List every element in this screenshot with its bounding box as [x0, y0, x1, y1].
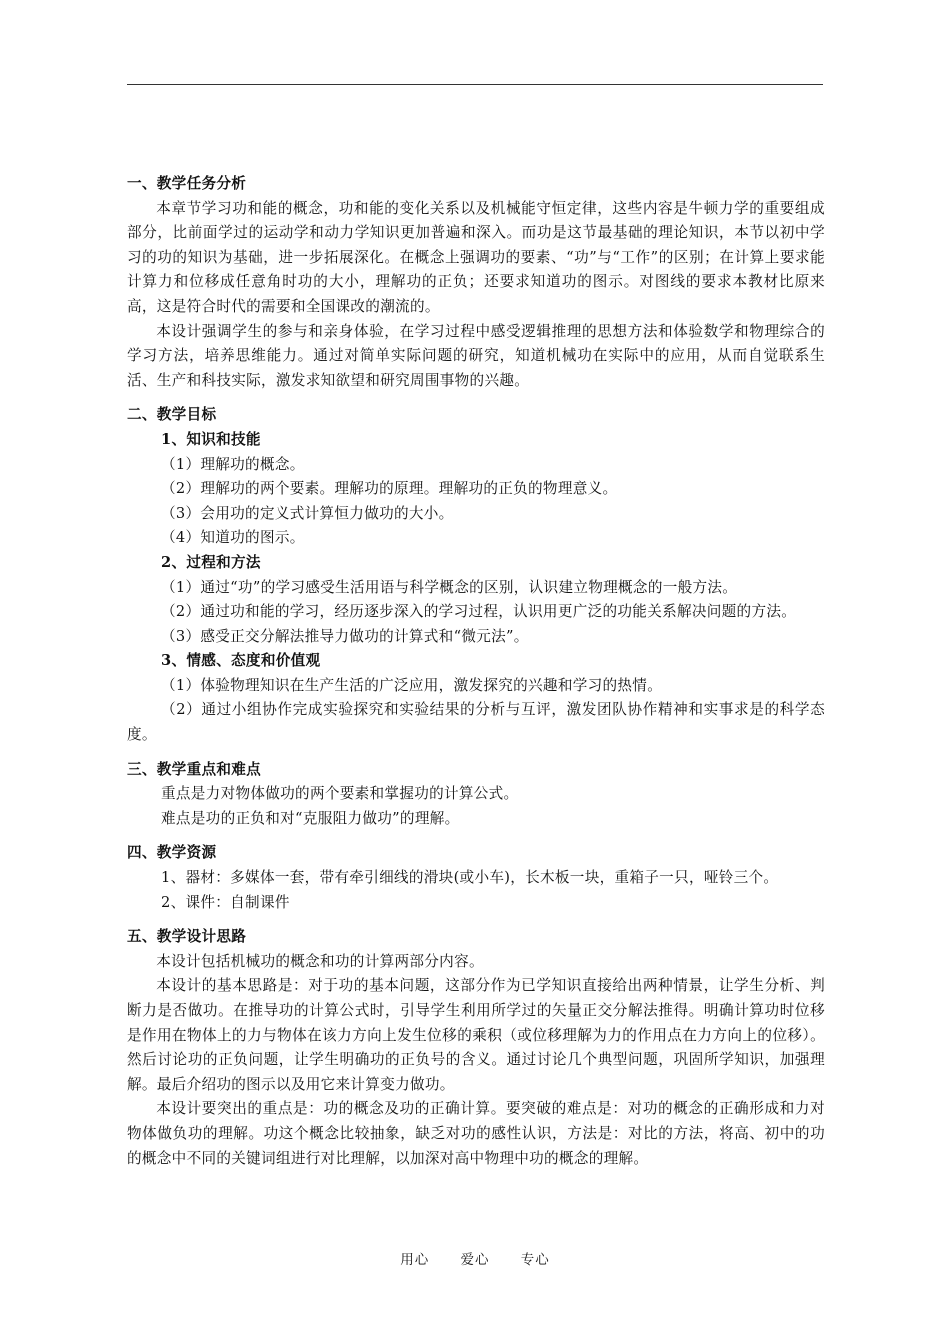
section-design-ideas [127, 925, 825, 1171]
list-item: （2）理解功的两个要素。理解功的原理。理解功的正负的物理意义。 [161, 480, 618, 498]
list-item: （2）通过功和能的学习，经历逐步深入的学习过程，认识用更广泛的功能关系解决问题的方法。 [161, 603, 797, 621]
subsection-heading: 3、情感、态度和价值观 [161, 652, 321, 670]
section-heading: 三、教学重点和难点 [127, 760, 262, 778]
page-footer [0, 1248, 950, 1268]
list-item: （1）体验物理知识在生产生活的广泛应用，激发探究的兴趣和学习的热情。 [161, 676, 663, 694]
header-rule [127, 84, 823, 85]
document-body [127, 172, 825, 1181]
paragraph: 本设计包括机械功的概念和功的计算两部分内容。 [156, 952, 484, 970]
text-line: 1、器材：多媒体一套，带有牵引细线的滑块(或小车)，长木板一块，重箱子一只，哑铃三个。 [161, 869, 779, 887]
text-line: 2、课件：自制课件 [161, 893, 290, 911]
section-heading: 一、教学任务分析 [127, 175, 247, 192]
list-item: （1）通过“功”的学习感受生活用语与科学概念的区别，认识建立物理概念的一般方法。 [161, 578, 738, 596]
list-item: （1）理解功的概念。 [161, 455, 305, 473]
section-heading: 四、教学资源 [127, 844, 217, 862]
list-item: （3）感受正交分解法推导力做功的计算式和“微元法”。 [161, 627, 529, 645]
paragraph: 本章节学习功和能的概念，功和能的变化关系以及机械能守恒定律，这些内容是牛顿力学的重要组成部分，比前面学过的运动学和动力学知识更加普遍和深入。而功是这节最基础的理论知识，本节以初中学习的功的知识为基础，进一步拓展深化。在概念上强调功的要素、“功”与“工作”的区别；在计算上要求能计算力和位移成任意角时功的大小，理解功的正负；还要求知道功的图示。对图线的要求本教材比原来高，这是符合时代的需要和全国课改的潮流的。 [127, 199, 825, 315]
section-task-analysis [127, 172, 825, 393]
list-item: （3）会用功的定义式计算恒力做功的大小。 [161, 504, 454, 522]
subsection-heading: 2、过程和方法 [161, 553, 261, 571]
paragraph: 本设计强调学生的参与和亲身体验，在学习过程中感受逻辑推理的思想方法和体验数学和物理综合的学习方法，培养思维能力。通过对简单实际问题的研究，知道机械功在实际中的应用，从而自觉联系生活、生产和科技实际，激发求知欲望和研究周围事物的兴趣。 [127, 322, 825, 389]
section-key-points [127, 758, 825, 832]
text-line: 重点是力对物体做功的两个要素和掌握功的计算公式。 [161, 785, 519, 803]
list-item: （4）知道功的图示。 [161, 529, 305, 547]
footer-word: 专心 [520, 1252, 550, 1268]
paragraph: 本设计的基本思路是：对于功的基本问题，这部分作为已学知识直接给出两种情景，让学生分析、判断力是否做功。在推导功的计算公式时，引导学生利用所学过的矢量正交分解法推得。明确计算功时位移是作用在物体上的力与物体在该力方向上发生位移的乘积（或位移理解为力的作用点在力方向上的位移）。然后讨论功的正负问题，让学生明确功的正负号的含义。通过讨论几个典型问题，巩固所学知识，加强理解。最后介绍功的图示以及用它来计算变力做功。 [127, 977, 825, 1093]
section-objectives [127, 403, 825, 747]
section-heading: 五、教学设计思路 [127, 928, 247, 946]
section-resources [127, 841, 825, 915]
list-item: （2）通过小组协作完成实验探究和实验结果的分析与互评，激发团队协作精神和实事求是的科学态度。 [127, 701, 825, 744]
subsection-heading: 1、知识和技能 [161, 430, 261, 448]
paragraph: 本设计要突出的重点是：功的概念及功的正确计算。要突破的难点是：对功的概念的正确形成和力对物体做负功的理解。功这个概念比较抽象，缺乏对功的感性认识，方法是：对比的方法，将高、初中的功的概念中不同的关键词组进行对比理解，以加深对高中物理中功的概念的理解。 [127, 1100, 825, 1167]
footer-word: 爱心 [460, 1252, 490, 1268]
footer-word: 用心 [400, 1252, 430, 1268]
text-line: 难点是功的正负和对“克服阻力做功”的理解。 [161, 809, 460, 827]
section-heading: 二、教学目标 [127, 406, 217, 424]
